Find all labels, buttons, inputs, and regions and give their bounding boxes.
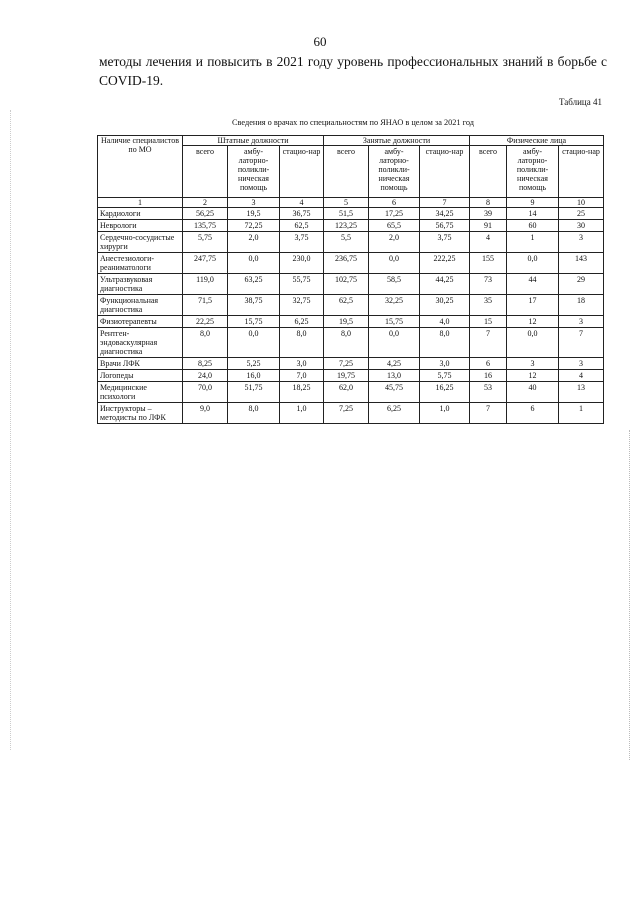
header-sub-outpatient: амбу-латорно-поликли-ническая помощь — [507, 146, 559, 198]
value-cell: 32,75 — [280, 295, 324, 316]
value-cell: 8,0 — [228, 403, 280, 424]
value-cell: 135,75 — [183, 220, 228, 232]
value-cell: 29 — [559, 274, 604, 295]
header-group-staff: Штатные должности — [183, 136, 324, 146]
specialty-cell: Функциональная диагностика — [98, 295, 183, 316]
value-cell: 1 — [559, 403, 604, 424]
column-number: 5 — [324, 198, 369, 208]
column-number: 6 — [369, 198, 420, 208]
header-sub-total: всего — [183, 146, 228, 198]
value-cell: 62,0 — [324, 382, 369, 403]
specialty-cell: Сердечно-сосудистые хирурги — [98, 232, 183, 253]
header-sub-inpatient: стацио-нар — [559, 146, 604, 198]
value-cell: 51,5 — [324, 208, 369, 220]
header-group-occupied: Занятые должности — [324, 136, 470, 146]
value-cell: 119,0 — [183, 274, 228, 295]
value-cell: 16 — [470, 370, 507, 382]
header-sub-inpatient: стацио-нар — [420, 146, 470, 198]
table-row — [98, 274, 604, 295]
column-number: 3 — [228, 198, 280, 208]
value-cell: 6 — [470, 358, 507, 370]
column-number: 10 — [559, 198, 604, 208]
header-sub-total: всего — [470, 146, 507, 198]
value-cell: 9,0 — [183, 403, 228, 424]
value-cell: 18,25 — [280, 382, 324, 403]
value-cell: 155 — [470, 253, 507, 274]
table-row — [98, 232, 604, 253]
table-caption: Сведения о врачах по специальностям по ЯНАО в целом за 2021 год — [232, 118, 474, 127]
value-cell: 19,5 — [228, 208, 280, 220]
value-cell: 6 — [507, 403, 559, 424]
specialty-cell: Анестезиологи-реаниматологи — [98, 253, 183, 274]
value-cell: 8,0 — [324, 328, 369, 358]
value-cell: 71,5 — [183, 295, 228, 316]
value-cell: 3 — [559, 232, 604, 253]
specialty-cell: Ультразвуковая диагностика — [98, 274, 183, 295]
header-group-physical: Физические лица — [470, 136, 604, 146]
table-row — [98, 370, 604, 382]
value-cell: 36,75 — [280, 208, 324, 220]
value-cell: 91 — [470, 220, 507, 232]
value-cell: 4,0 — [420, 316, 470, 328]
value-cell: 3 — [507, 358, 559, 370]
value-cell: 34,25 — [420, 208, 470, 220]
value-cell: 51,75 — [228, 382, 280, 403]
value-cell: 17,25 — [369, 208, 420, 220]
column-number: 8 — [470, 198, 507, 208]
header-sub-inpatient: стацио-нар — [280, 146, 324, 198]
column-number: 4 — [280, 198, 324, 208]
value-cell: 13,0 — [369, 370, 420, 382]
value-cell: 45,75 — [369, 382, 420, 403]
value-cell: 44,25 — [420, 274, 470, 295]
value-cell: 14 — [507, 208, 559, 220]
value-cell: 236,75 — [324, 253, 369, 274]
value-cell: 5,75 — [183, 232, 228, 253]
value-cell: 73 — [470, 274, 507, 295]
value-cell: 3,75 — [280, 232, 324, 253]
page-number: 60 — [313, 34, 327, 49]
specialty-cell: Логопеды — [98, 370, 183, 382]
value-cell: 1,0 — [280, 403, 324, 424]
table-row — [98, 253, 604, 274]
value-cell: 53 — [470, 382, 507, 403]
value-cell: 60 — [507, 220, 559, 232]
value-cell: 8,0 — [183, 328, 228, 358]
value-cell: 0,0 — [228, 253, 280, 274]
value-cell: 143 — [559, 253, 604, 274]
value-cell: 19,5 — [324, 316, 369, 328]
value-cell: 63,25 — [228, 274, 280, 295]
value-cell: 0,0 — [369, 328, 420, 358]
value-cell: 35 — [470, 295, 507, 316]
value-cell: 0,0 — [369, 253, 420, 274]
value-cell: 65,5 — [369, 220, 420, 232]
value-cell: 7 — [559, 328, 604, 358]
value-cell: 7,0 — [280, 370, 324, 382]
value-cell: 13 — [559, 382, 604, 403]
value-cell: 16,0 — [228, 370, 280, 382]
value-cell: 3 — [559, 358, 604, 370]
value-cell: 4 — [470, 232, 507, 253]
value-cell: 55,75 — [280, 274, 324, 295]
specialty-cell: Медицинские психологи — [98, 382, 183, 403]
value-cell: 62,5 — [280, 220, 324, 232]
specialty-cell: Физиотерапевты — [98, 316, 183, 328]
value-cell: 19,75 — [324, 370, 369, 382]
value-cell: 38,75 — [228, 295, 280, 316]
table-row — [98, 382, 604, 403]
value-cell: 0,0 — [228, 328, 280, 358]
table-row — [98, 220, 604, 232]
header-sub-outpatient: амбу-латорно-поликли-ническая помощь — [228, 146, 280, 198]
value-cell: 15 — [470, 316, 507, 328]
header-sub-outpatient: амбу-латорно-поликли-ническая помощь — [369, 146, 420, 198]
value-cell: 12 — [507, 316, 559, 328]
specialty-cell: Врачи ЛФК — [98, 358, 183, 370]
value-cell: 0,0 — [507, 328, 559, 358]
header-specialty: Наличие специалистов по МО — [98, 136, 183, 198]
value-cell: 3,75 — [420, 232, 470, 253]
value-cell: 5,75 — [420, 370, 470, 382]
value-cell: 0,0 — [507, 253, 559, 274]
value-cell: 7 — [470, 328, 507, 358]
doctors-table — [97, 135, 604, 424]
value-cell: 247,75 — [183, 253, 228, 274]
value-cell: 70,0 — [183, 382, 228, 403]
value-cell: 58,5 — [369, 274, 420, 295]
value-cell: 25 — [559, 208, 604, 220]
value-cell: 230,0 — [280, 253, 324, 274]
table-row — [98, 358, 604, 370]
value-cell: 15,75 — [228, 316, 280, 328]
table-row — [98, 295, 604, 316]
value-cell: 16,25 — [420, 382, 470, 403]
value-cell: 123,25 — [324, 220, 369, 232]
value-cell: 32,25 — [369, 295, 420, 316]
value-cell: 8,25 — [183, 358, 228, 370]
value-cell: 15,75 — [369, 316, 420, 328]
value-cell: 3,0 — [280, 358, 324, 370]
table-row — [98, 403, 604, 424]
table-body — [98, 208, 604, 424]
value-cell: 7 — [470, 403, 507, 424]
header-sub-total: всего — [324, 146, 369, 198]
value-cell: 1 — [507, 232, 559, 253]
value-cell: 6,25 — [280, 316, 324, 328]
value-cell: 4,25 — [369, 358, 420, 370]
value-cell: 72,25 — [228, 220, 280, 232]
intro-paragraph: методы лечения и повысить в 2021 году уровень профессиональных знаний в борьбе с COVID-19. — [99, 54, 607, 88]
value-cell: 2,0 — [369, 232, 420, 253]
value-cell: 4 — [559, 370, 604, 382]
value-cell: 12 — [507, 370, 559, 382]
value-cell: 44 — [507, 274, 559, 295]
specialty-cell: Кардиологи — [98, 208, 183, 220]
specialty-cell: Рентген-эндоваскулярная диагностика — [98, 328, 183, 358]
value-cell: 7,25 — [324, 358, 369, 370]
value-cell: 2,0 — [228, 232, 280, 253]
margin-dotted-line — [628, 430, 630, 760]
value-cell: 24,0 — [183, 370, 228, 382]
left-margin-line — [10, 110, 12, 750]
column-number: 1 — [98, 198, 183, 208]
value-cell: 56,25 — [183, 208, 228, 220]
column-number: 2 — [183, 198, 228, 208]
value-cell: 62,5 — [324, 295, 369, 316]
value-cell: 8,0 — [280, 328, 324, 358]
specialty-cell: Инструкторы – методисты по ЛФК — [98, 403, 183, 424]
value-cell: 56,75 — [420, 220, 470, 232]
value-cell: 17 — [507, 295, 559, 316]
table-row — [98, 208, 604, 220]
value-cell: 102,75 — [324, 274, 369, 295]
table-row — [98, 328, 604, 358]
value-cell: 5,25 — [228, 358, 280, 370]
value-cell: 30 — [559, 220, 604, 232]
value-cell: 7,25 — [324, 403, 369, 424]
value-cell: 5,5 — [324, 232, 369, 253]
value-cell: 39 — [470, 208, 507, 220]
value-cell: 18 — [559, 295, 604, 316]
value-cell: 40 — [507, 382, 559, 403]
table-row — [98, 316, 604, 328]
value-cell: 22,25 — [183, 316, 228, 328]
value-cell: 8,0 — [420, 328, 470, 358]
column-number: 7 — [420, 198, 470, 208]
value-cell: 222,25 — [420, 253, 470, 274]
value-cell: 30,25 — [420, 295, 470, 316]
value-cell: 3 — [559, 316, 604, 328]
column-number-row — [98, 198, 604, 208]
specialty-cell: Неврологи — [98, 220, 183, 232]
value-cell: 6,25 — [369, 403, 420, 424]
value-cell: 1,0 — [420, 403, 470, 424]
value-cell: 3,0 — [420, 358, 470, 370]
column-number: 9 — [507, 198, 559, 208]
table-label: Таблица 41 — [559, 97, 602, 107]
